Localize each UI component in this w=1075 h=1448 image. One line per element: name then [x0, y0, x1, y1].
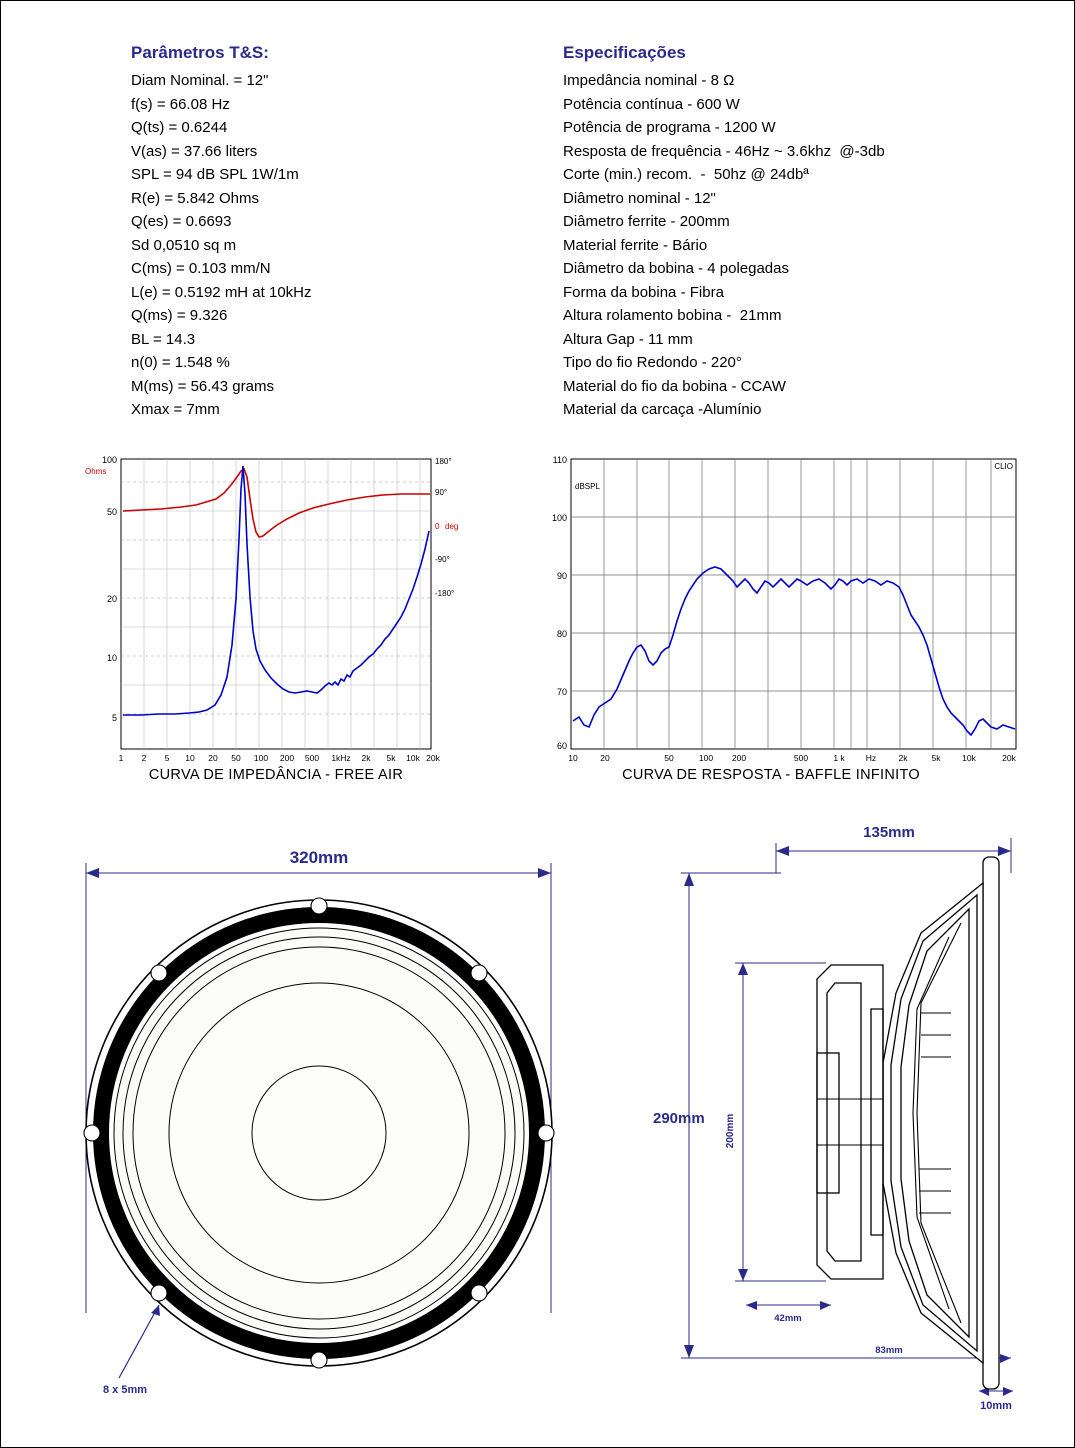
spec-line: Tipo do fio Redondo - 220° — [563, 354, 742, 371]
resp-x-tick: 20k — [1002, 753, 1016, 763]
resp-y-tick: 90 — [556, 571, 567, 581]
small-dimension-2-label: 83mm — [875, 1345, 903, 1356]
side-view-drawing — [621, 813, 1061, 1433]
phase-tick: -90° — [435, 555, 450, 564]
response-chart — [521, 449, 1021, 783]
imp-y-tick: 100 — [101, 455, 117, 465]
imp-y-tick: 20 — [106, 594, 117, 604]
clio-watermark: CLIO — [994, 462, 1013, 471]
ts-line: n(0) = 1.548 % — [131, 354, 230, 371]
ts-line: SPL = 94 dB SPL 1W/1m — [131, 166, 299, 183]
resp-y-tick: 100 — [551, 513, 567, 523]
imp-x-tick: 1 — [118, 753, 124, 763]
spec-line: Material ferrite - Bário — [563, 236, 708, 254]
imp-x-tick: 1kHz — [331, 753, 351, 763]
small-dimension-1-label: 42mm — [774, 1313, 802, 1324]
resp-x-tick: Hz — [865, 753, 877, 763]
resp-x-tick: 10k — [962, 753, 976, 763]
resp-y-tick: 70 — [556, 687, 567, 697]
spec-line: Altura rolamento bobina - 21mm — [563, 307, 782, 324]
imp-x-tick: 10k — [406, 753, 420, 763]
resp-y-tick: 80 — [556, 629, 567, 639]
resp-y-tick: 60 — [556, 741, 567, 751]
imp-x-tick: 100 — [253, 753, 269, 763]
speaker-profile — [883, 857, 999, 1389]
ts-line: Q(ts) = 0.6244 — [131, 119, 228, 136]
specifications-title: Especificações — [563, 43, 686, 62]
resp-x-tick: 10 — [568, 753, 578, 763]
phase-tick: 0 — [435, 522, 440, 531]
imp-x-tick: 500 — [304, 753, 320, 763]
spec-line: Altura Gap - 11 mm — [563, 330, 693, 348]
spec-line: Impedância nominal - 8 Ω — [563, 72, 735, 89]
front-view-drawing — [41, 813, 641, 1423]
flange-dimension-label: 10mm — [980, 1400, 1012, 1412]
imp-x-tick: 5 — [164, 753, 170, 763]
imp-x-tick: 10 — [185, 753, 195, 763]
outer-dimension-label: 320mm — [289, 848, 349, 867]
imp-y-tick: 10 — [106, 653, 117, 663]
imp-x-tick: 50 — [231, 753, 241, 763]
ts-line: Xmax = 7mm — [131, 401, 220, 418]
spec-line: Corte (min.) recom. - 50hz @ 24dbª — [563, 166, 809, 183]
ts-parameters-block — [131, 43, 511, 422]
ts-line: Diam Nominal. = 12" — [131, 72, 269, 89]
spec-line: Diâmetro da bobina - 4 polegadas — [563, 260, 789, 277]
phase-tick: -180° — [435, 589, 455, 598]
ts-line: f(s) = 66.08 Hz — [131, 95, 230, 113]
spec-line: Resposta de frequência - 46Hz ~ 3.6khz @-3db — [563, 142, 885, 160]
phase-unit-label: deg — [445, 522, 459, 531]
ts-line: Q(es) = 0.6693 — [131, 213, 232, 230]
phase-tick: 90° — [435, 488, 448, 497]
resp-x-tick: 200 — [731, 753, 747, 763]
hole-note-label: 8 x 5mm — [103, 1384, 148, 1396]
ts-line: Q(ms) = 9.326 — [131, 307, 228, 324]
ts-parameters-title: Parâmetros T&S: — [131, 43, 269, 62]
ts-line: L(e) = 0.5192 mH at 10kHz — [131, 283, 312, 301]
imp-x-tick: 200 — [279, 753, 295, 763]
resp-x-tick: 500 — [793, 753, 809, 763]
spec-line: Diâmetro ferrite - 200mm — [563, 213, 730, 230]
imp-x-tick: 20 — [208, 753, 218, 763]
imp-y-tick: 50 — [106, 507, 117, 517]
resp-x-tick: 100 — [698, 753, 714, 763]
imp-x-tick: 5k — [386, 753, 396, 763]
resp-x-tick: 50 — [664, 753, 674, 763]
resp-x-tick: 2k — [898, 753, 908, 763]
ts-line: V(as) = 37.66 liters — [131, 142, 258, 160]
resp-x-tick: 1 k — [833, 753, 845, 763]
imp-y-tick: 5 — [111, 713, 117, 723]
spec-line: Forma da bobina - Fibra — [563, 283, 724, 301]
magnet-assembly — [817, 965, 883, 1279]
spec-line: Potência contínua - 600 W — [563, 95, 740, 113]
ts-line: M(ms) = 56.43 grams — [131, 377, 274, 395]
height-dimension-label: 290mm — [653, 1110, 705, 1127]
side-view-svg — [621, 813, 1061, 1433]
response-chart-caption: CURVA DE RESPOSTA - BAFFLE INFINITO — [622, 767, 920, 783]
imp-x-tick: 2 — [141, 753, 147, 763]
magnet-height-label: 200mm — [725, 1113, 736, 1149]
resp-y-axis-label: dBSPL — [575, 482, 600, 491]
ts-line: C(ms) = 0.103 mm/N — [131, 260, 271, 277]
phase-tick: 180° — [435, 457, 452, 466]
resp-x-tick: 5k — [931, 753, 941, 763]
imp-x-tick: 2k — [361, 753, 371, 763]
ts-line: BL = 14.3 — [131, 330, 196, 348]
spec-line: Potência de programa - 1200 W — [563, 119, 776, 136]
resp-y-tick: 110 — [552, 455, 567, 465]
spec-line: Material da carcaça -Alumínio — [563, 401, 762, 418]
impedance-chart-svg — [41, 449, 511, 764]
response-chart-svg — [521, 449, 1021, 764]
imp-x-tick: 20k — [426, 753, 440, 763]
spec-line: Material do fio da bobina - CCAW — [563, 377, 786, 395]
spec-line: Diâmetro nominal - 12" — [563, 189, 716, 207]
imp-y-axis-label: Ohms — [85, 467, 107, 476]
resp-x-tick: 20 — [600, 753, 610, 763]
ts-line: Sd 0,0510 sq m — [131, 236, 237, 254]
front-view-svg — [41, 813, 641, 1423]
dust-cap — [252, 1066, 386, 1200]
impedance-chart-caption: CURVA DE IMPEDÂNCIA - FREE AIR — [148, 767, 404, 783]
specifications-block — [563, 43, 1033, 422]
depth-dimension-label: 135mm — [863, 824, 915, 841]
impedance-chart — [41, 449, 511, 783]
ts-line: R(e) = 5.842 Ohms — [131, 189, 259, 207]
